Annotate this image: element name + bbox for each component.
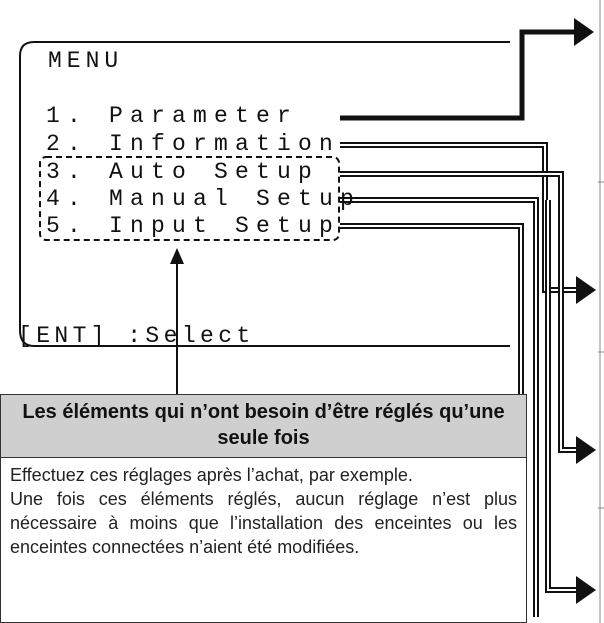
menu-title: MENU	[48, 48, 124, 74]
menu-item-parameter[interactable]: 1. Parameter	[46, 103, 299, 129]
arrowhead-manual-setup	[576, 576, 596, 604]
callout-title: Les éléments qui n’ont besoin d’être réglés qu’une seule fois	[1, 395, 526, 458]
callout-paragraph: Effectuez ces réglages après l’achat, par exemple.	[10, 465, 413, 485]
menu-item-information[interactable]: 2. Information	[46, 131, 341, 157]
callout-body	[1, 458, 526, 559]
menu-footer-hint: [ENT] :Select	[18, 323, 255, 349]
pointer-arrowhead	[170, 248, 184, 264]
callout-box	[0, 394, 527, 623]
menu-item-auto-setup[interactable]: 3. Auto Setup	[46, 159, 320, 185]
arrowhead-information	[576, 276, 596, 304]
connector-parameter	[340, 32, 576, 118]
arrowhead-parameter	[574, 18, 594, 46]
connector-information	[340, 145, 578, 290]
arrowhead-auto-setup	[576, 436, 596, 464]
callout-paragraph: Une fois ces éléments réglés, aucun réglage n’est plus nécessaire à moins que l’installation des enceintes ou les enceintes connectées n’aient été modifiées.	[10, 489, 517, 557]
menu-item-manual-setup[interactable]: 4. Manual Setup	[46, 186, 362, 212]
menu-item-input-setup[interactable]: 5. Input Setup	[46, 213, 341, 239]
